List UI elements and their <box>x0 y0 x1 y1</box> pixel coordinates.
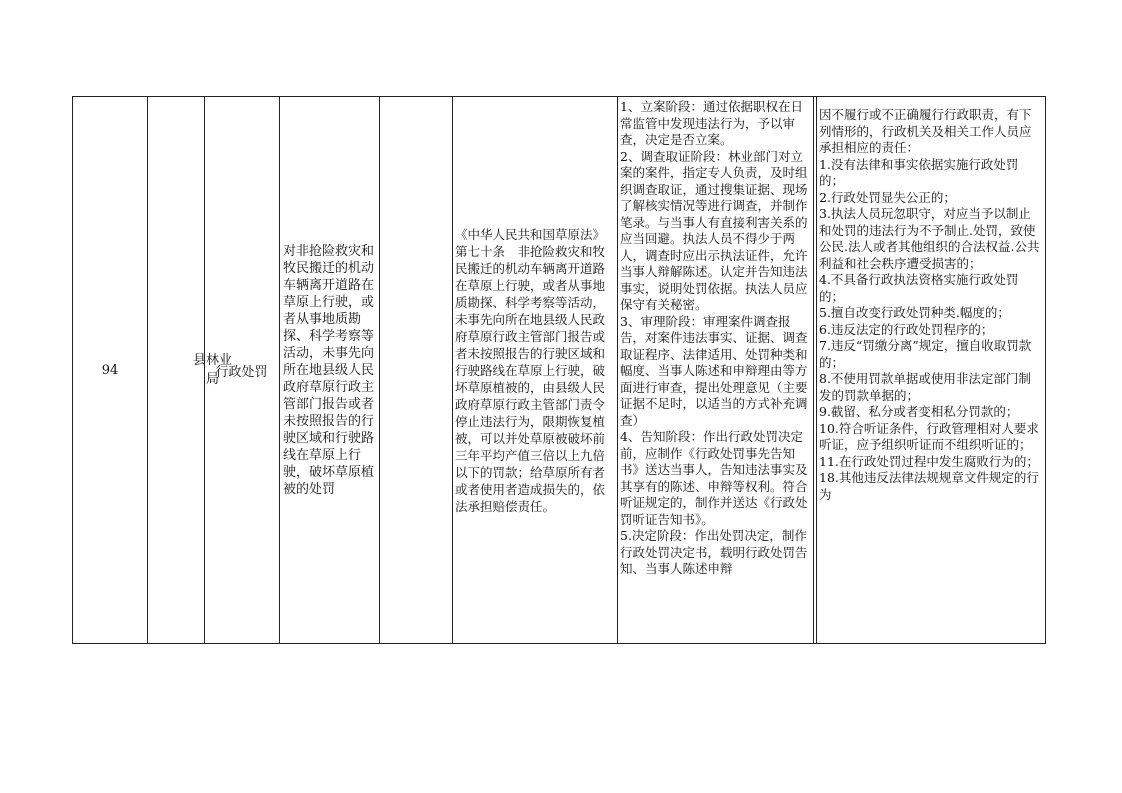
procedure-step: 4、告知阶段：作出行政处罚决定前，应制作《行政处罚事先告知书》送达当事人，告知违法事实及其享有的陈述、申辩等权利。符合听证规定的，制作并送达《行政处罚听证告知书》。 <box>620 429 808 527</box>
sub-item <box>379 97 452 643</box>
row-number: 94 <box>101 362 119 378</box>
responsibility-item: 11.在行政处罚过程中发生腐败行为的； <box>819 453 1039 469</box>
procedure-step: 2、调查取证阶段：林业部门对立案的案件，指定专人负责，及时组织调查取证，通过搜集证据、现场了解核实情况等进行调查，并制作笔录。与当事人有直接利害关系的应当回避。执法人员不得少于两人，调查时应出示执法证件，允许当事人辩解陈述。认定并告知违法事实，说明处罚依据。执法人员应保守有关秘密。 <box>620 148 808 312</box>
responsibility-item: 因不履行或不正确履行行政职责，有下列情形的，行政机关及相关工作人员应承担相应的责任： <box>819 107 1032 155</box>
responsibility-item: 8.不使用罚款单据或使用非法定部门制发的罚款单据的； <box>819 371 1031 403</box>
table-row <box>72 96 1046 644</box>
responsibility-item: 2.行政处罚显失公正的； <box>819 189 956 205</box>
responsibility-item: 3.执法人员玩忽职守，对应当予以制止和处罚的违法行为不予制止.处罚，致使公民.法人或者其他组织的合法权益.公共利益和社会秩序遭受损害的； <box>819 206 1040 271</box>
procedure-step: 1、立案阶段：通过依据职权在日常监管中发现违法行为，予以审查，决定是否立案。 <box>620 99 803 147</box>
responsibility-cell <box>816 97 1045 643</box>
procedure-cell <box>617 97 813 643</box>
responsibility-item: 1.没有法律和事实依据实施行政处罚的； <box>819 156 1019 188</box>
power-type: 行政处罚 <box>215 364 268 380</box>
responsibility-item: 10.符合听证条件，行政管理相对人要求听证，应予组织听证而不组织听证的； <box>819 420 1039 452</box>
matter-text: 对非抢险救灾和牧民搬迁的机动车辆离开道路在草原上行驶，或者从事地质勘探、科学考察等活动，未事先向所在地县级人民政府草原行政主管部门报告或者未按照报告的行驶区域和行驶路线在草原上行驶，破坏草原植被的处罚 <box>283 243 375 497</box>
procedure-step: 3、审理阶段：审理案件调查报告，对案件违法事实、证据、调查取证程序、法律适用、处罚种类和幅度、当事人陈述和申辩理由等方面进行审查，提出处理意见（主要证据不足时，以适当的方式补充调查） <box>620 313 808 428</box>
legal-basis-text: 《中华人民共和国草原法》第七十条 非抢险救灾和牧民搬迁的机动车辆离开道路在草原上行驶，或者从事地质勘探、科学考察等活动，未事先向所在地县级人民政府草原行政主管部门报告或者未按照报告的行驶区域和行驶路线在草原上行驶，破坏草原植被的，由县级人民政府草原行政主管部门责令停止违法行为，限期恢复植被，可以并处草原被破坏前三年平均产值三倍以上九倍以下的罚款；给草原所有者或者使用者造成损失的，依法承担赔偿责任。 <box>455 226 606 514</box>
responsibility-item: 18.其他违反法律法规规章文件规定的行为 <box>819 470 1039 502</box>
matter-cell <box>279 97 379 643</box>
legal-basis-cell <box>452 97 617 643</box>
responsibility-item: 9.截留、私分或者变相私分罚款的； <box>819 404 1019 419</box>
responsibility-item: 4.不具备行政执法资格实施行政处罚的； <box>819 272 1019 304</box>
procedure-step: 5.决定阶段：作出处罚决定，制作行政处罚决定书，载明行政处罚告知、当事人陈述申辩 <box>620 528 808 576</box>
responsibility-item: 5.擅自改变行政处罚种类.幅度的； <box>819 305 1010 320</box>
responsibility-item: 7.违反“罚缴分离”规定，擅自收取罚款的； <box>819 338 1032 370</box>
responsibility-item: 6.违反法定的行政处罚程序的； <box>819 321 994 337</box>
department: 县林业局 <box>192 353 232 387</box>
